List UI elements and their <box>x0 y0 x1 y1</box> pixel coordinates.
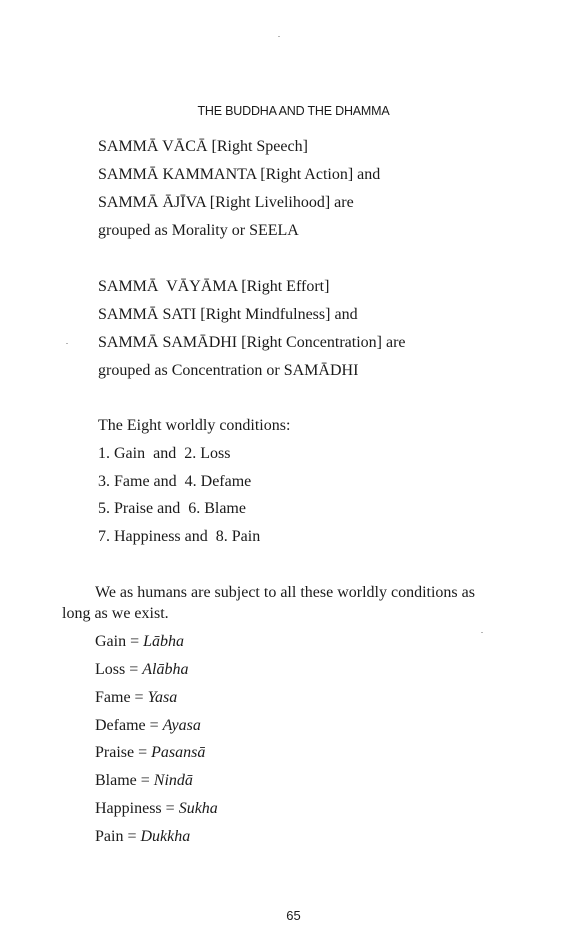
glossary-entry <box>95 743 205 763</box>
worldly-condition-item: 7. Happiness and 8. Pain <box>98 528 261 545</box>
glossary-pali: Ayasa <box>162 717 201 734</box>
paragraph-line-1: We as humans are subject to all these worldly conditions as <box>95 584 475 601</box>
glossary-entry <box>95 799 218 819</box>
glossary-entry <box>95 827 190 847</box>
glossary-pali: Yasa <box>147 689 178 706</box>
concentration-line-1: SAMMĀ VĀYĀMA [Right Effort] <box>98 278 330 295</box>
glossary-pali: Sukha <box>178 800 218 817</box>
paragraph-line-2: long as we exist. <box>62 605 169 622</box>
scan-speck <box>66 343 68 344</box>
glossary-entry <box>95 771 193 791</box>
glossary-entry <box>95 632 184 652</box>
concentration-line-3: SAMMĀ SAMĀDHI [Right Concentration] are <box>98 334 406 351</box>
worldly-condition-item: 1. Gain and 2. Loss <box>98 445 231 462</box>
glossary-term: Gain = <box>95 633 144 650</box>
glossary-pali: Dukkha <box>140 828 191 845</box>
morality-line-1: SAMMĀ VĀCĀ [Right Speech] <box>98 138 308 155</box>
concentration-line-2: SAMMĀ SATI [Right Mindfulness] and <box>98 306 358 323</box>
morality-line-4: grouped as Morality or SEELA <box>98 222 299 239</box>
worldly-condition-item: 5. Praise and 6. Blame <box>98 500 246 517</box>
glossary-term: Pain = <box>95 828 141 845</box>
glossary-term: Praise = <box>95 744 152 761</box>
glossary-pali: Alābha <box>142 661 189 678</box>
scan-speck <box>278 36 280 37</box>
glossary-entry <box>95 660 188 680</box>
scan-speck <box>481 632 483 633</box>
worldly-conditions-heading: The Eight worldly conditions: <box>98 417 291 434</box>
concentration-line-4: grouped as Concentration or SAMĀDHI <box>98 362 359 379</box>
glossary-entry <box>95 688 177 708</box>
worldly-condition-item: 3. Fame and 4. Defame <box>98 473 252 490</box>
running-head-title: THE BUDDHA AND THE DHAMMA <box>197 104 390 118</box>
glossary-term: Loss = <box>95 661 143 678</box>
glossary-entry <box>95 716 201 736</box>
glossary-pali: Nindā <box>153 772 193 789</box>
glossary-term: Defame = <box>95 717 163 734</box>
glossary-term: Happiness = <box>95 800 179 817</box>
page-number: 65 <box>286 908 301 923</box>
glossary-term: Blame = <box>95 772 154 789</box>
morality-line-3: SAMMĀ ĀJĪVA [Right Livelihood] are <box>98 194 354 211</box>
morality-line-2: SAMMĀ KAMMANTA [Right Action] and <box>98 166 381 183</box>
glossary-pali: Lābha <box>143 633 185 650</box>
glossary-term: Fame = <box>95 689 148 706</box>
glossary-pali: Pasansā <box>151 744 206 761</box>
